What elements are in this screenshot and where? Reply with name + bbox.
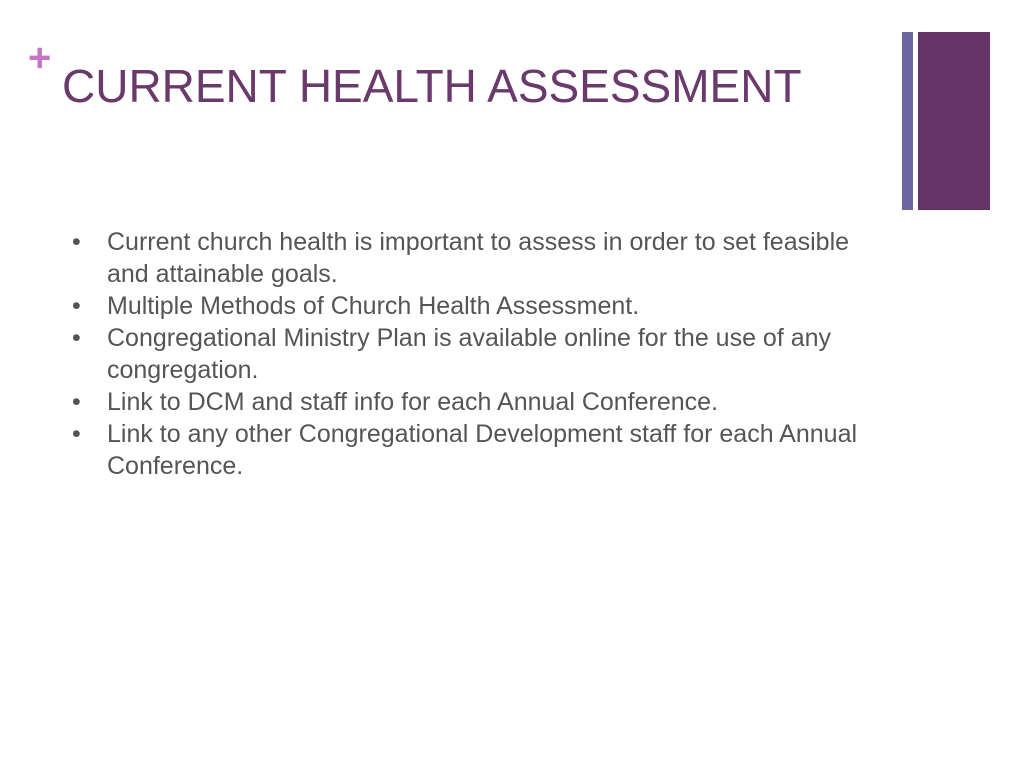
bullet-text: Congregational Ministry Plan is available online for the use of any congregation. [107, 324, 832, 384]
slide-title: CURRENT HEALTH ASSESSMENT [62, 60, 802, 112]
bullet-text: Current church health is important to assess in order to set feasible and attainable goals. [107, 228, 850, 288]
accent-bar-wide [918, 32, 990, 210]
bullet-list [72, 226, 882, 482]
bullet-item [72, 226, 882, 290]
accent-bar-thin [902, 32, 913, 210]
bullet-item [72, 386, 882, 418]
bullet-icon: • [72, 292, 81, 320]
bullet-icon: • [72, 388, 81, 416]
bullet-item [72, 418, 882, 482]
bullet-icon: • [72, 324, 81, 352]
bullet-item [72, 290, 882, 322]
bullet-icon: • [72, 420, 81, 448]
bullet-text: Multiple Methods of Church Health Assessment. [107, 292, 640, 320]
bullet-text: Link to DCM and staff info for each Annual Conference. [107, 388, 719, 416]
bullet-text: Link to any other Congregational Development staff for each Annual Conference. [107, 420, 858, 480]
bullet-icon: • [72, 228, 81, 256]
bullet-item [72, 322, 882, 386]
plus-icon: + [28, 36, 52, 80]
